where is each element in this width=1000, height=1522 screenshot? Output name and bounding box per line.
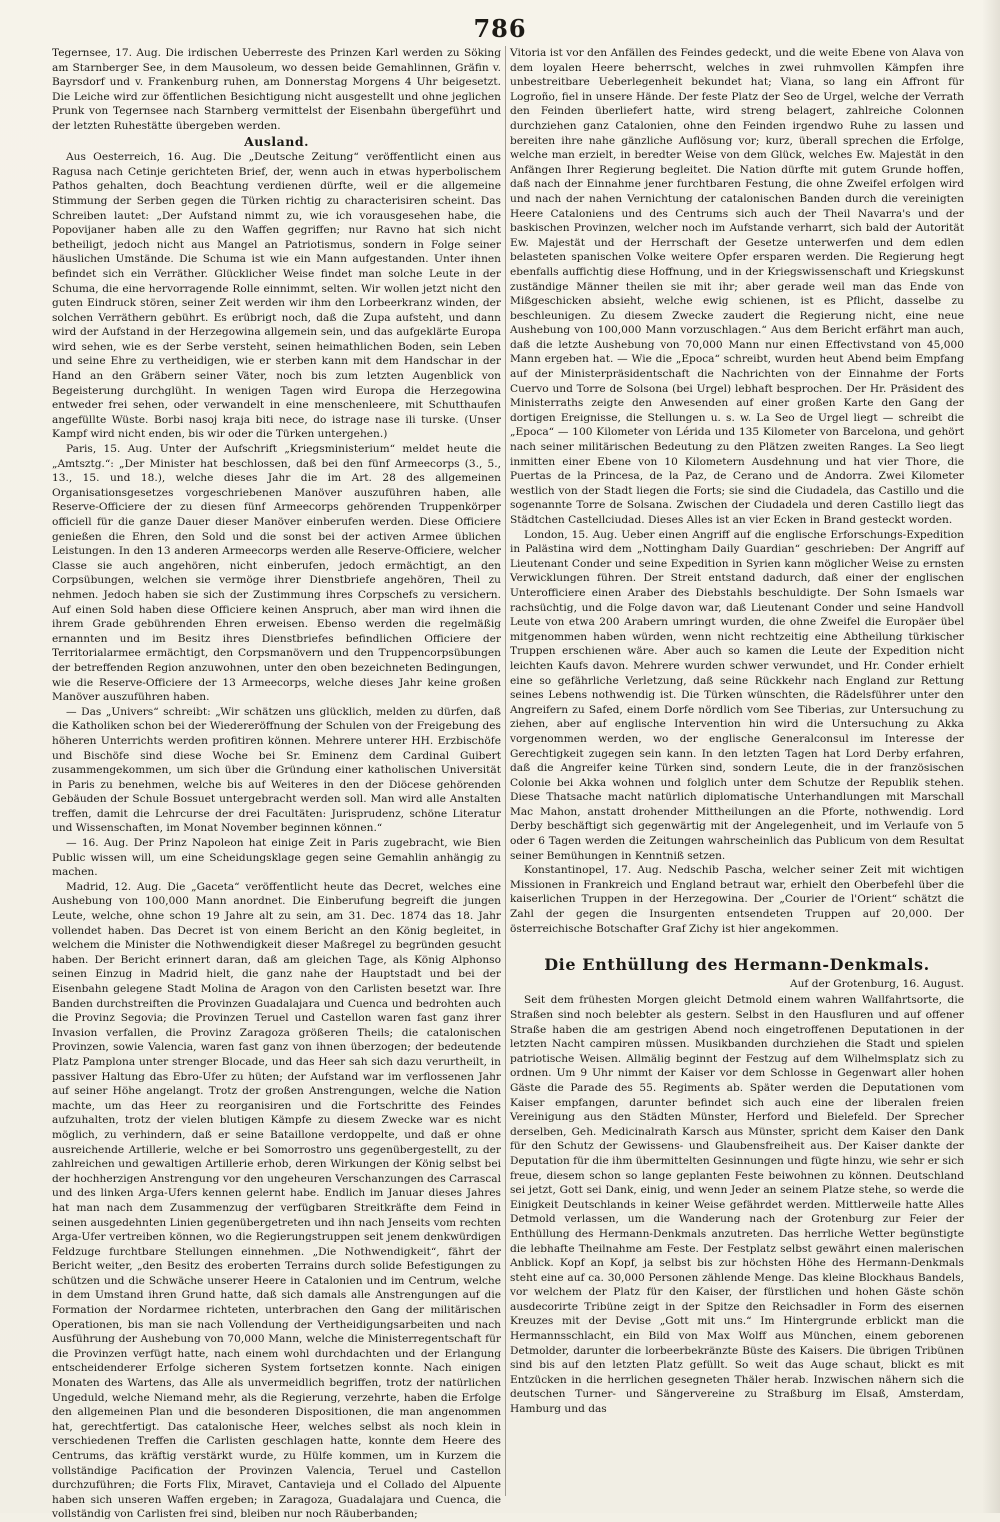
right-column: [510, 46, 964, 1501]
article-title-hermann-denkmal: Die Enthüllung des Hermann-Denkmals.: [544, 955, 930, 975]
column-divider: [505, 46, 506, 1496]
article-oesterreich: Aus Oesterreich, 16. Aug. Die „Deutsche Zeitung“ veröffentlicht einen aus Ragusa nach Cetinje gerichteten Brief, der, wenn auch in etwas hyperbolischem Pathos gehalten, doch Beachtung verdienen dürfte, weil er die allgemeine Stimmung der Serben gegen die Türken richtig zu characterisiren scheint. Das Schreiben lautet: „Der Aufstand nimmt zu, wie ich vorausgesehen habe, die Popovijaner haben alle zu den Waffen gegriffen; nur Ravno hat sich nicht betheiligt, jedoch nicht aus Mangel an Patriotismus, sondern in Folge seiner häuslichen Umstände. Die Schuma ist wie ein Mann aufgestanden. Unter ihnen befindet sich ein Verräther. Glücklicher Weise findet man solche Leute in der Schuma, die eine hervorragende Rolle einnimmt, selten. Wir wollen jetzt nicht den guten Eindruck stören, seiner Zeit werden wir ihm den Lorbeerkranz winden, der solchen Verräthern gebührt. Es erübrigt noch, daß die Zupa aufsteht, und dann wird der Aufstand in der Herzegowina allgemein sein, und das aufgeklärte Europa wird sehen, wie es der Serbe versteht, seinen heimathlichen Boden, sein Leben und seine Ehre zu vertheidigen, wie er sterben kann mit dem Handschar in der Hand an den Gräbern seiner Väter, noch bis zum letzten Augenblick von Begeisterung durchglüht. In wenigen Tagen wird Europa die Herzegowina entweder frei sehen, oder verwandelt in eine menschenleere, mit Schutthaufen angefüllte Wüste. Borbi nasoj kraja biti nece, do istrage nase ili turske. (Unser Kampf wird nicht enden, bis wir oder die Türken untergehen.): [52, 151, 501, 441]
page-number: 786: [473, 14, 527, 43]
section-heading-ausland: Ausland.: [244, 133, 309, 149]
article-london: London, 15. Aug. Ueber einen Angriff auf die englische Erforschungs-Expedition in Palästina wird dem „Nottingham Daily Guardian“ geschrieben: Der Angriff auf Lieutenant Conder und seine Expedition in Syrien kann möglicher Weise zu ernsten Verwicklungen führen. Der Streit entstand dadurch, daß einer der englischen Unterofficiere einen Araber des Diebstahls beschuldigte. Der Sohn Ismaels war rachsüchtig, und die Folge davon war, daß Lieutenant Conder und seine Handvoll Leute von etwa 200 Arabern umringt wurden, die ohne Zweifel die Europäer übel mitgenommen haben würden, wenn nicht rechtzeitig eine Abtheilung türkischer Truppen erschienen wäre. Aber auch so kamen die Leute der Expedition nicht leichten Kaufs davon. Mehrere wurden schwer verwundet, und Hr. Conder erhielt eine so gefährliche Verletzung, daß seine Rückkehr nach England zur Rettung seines Lebens nothwendig ist. Die Türken wünschten, die Rädelsführer unter den Angreifern zu Safed, einem Dorfe nördlich vom See Tiberias, zur Untersuchung zu ziehen, aber auf englische Intervention hin wird die Untersuchung zu Akka vorgenommen werden, wo der englische Generalconsul im Interesse der Gerechtigkeit zugegen sein kann. In den letzten Tagen hat Lord Derby erfahren, daß die Angreifer keine Türken sind, sondern Leute, die in der französischen Colonie bei Akka wohnen und folglich unter dem Schutze der Republik stehen. Diese Thatsache macht natürlich diplomatische Unterhandlungen mit Marschall Mac Mahon, anstatt drohender Mittheilungen an die Pforte, nothwendig. Lord Derby beschäftigt sich gegenwärtig mit der Angelegenheit, und im Verlaufe von 5 oder 6 Tagen werden die Zeitungen wahrscheinlich das Publicum von dem Resultat seiner Bemühungen in Kenntniß setzen.: [510, 528, 964, 862]
article-madrid-continued: Vitoria ist vor den Anfällen des Feindes gedeckt, und die weite Ebene von Alava von dem loyalen Heere beherrscht, welches in zwei ruhmvollen Kämpfen ihre unbestreitbare Ueberlegenheit bekundet hat; Viana, so lang ein Affront für Logroño, fiel in unsere Hände. Der feste Platz der Seo de Urgel, welche der Verrath den Feinden überliefert hatte, wird streng belagert, zahlreiche Colonnen durchziehen ganz Catalonien, ohne den Feinden irgendwo Ruhe zu lassen und bereiten ihre nahe gänzliche Auflösung vor; kurz, überall sprechen die Erfolge, welche man erzielt, in beredter Weise von dem Glück, welches Ew. Majestät in den Anfängen Ihrer Regierung begleitet. Die Nation dürfte mit gutem Grunde hoffen, daß nach der Einnahme jener furchtbaren Festung, die ohne Zweifel erfolgen wird und nach der nahen Vernichtung der catalonischen Banden durch die vereinigten Heere Cataloniens und des Centrums sich auch der Theil Navarra's und der baskischen Provinzen, welcher noch im Aufstande verharrt, sich bald der Autorität Ew. Majestät und der Herrschaft der Gesetze unterwerfen und dem edlen belasteten spanischen Volke weitere Opfer ersparen werden. Die Regierung hegt ebenfalls auffichtig diese Hoffnung, und in der Kriegswissenschaft und Kriegskunst zuständige Männer theilen sie mit ihr; aber gerade weil man das Ende von Mißgeschicken absieht, welche ewig schienen, ist es Pflicht, dasselbe zu beschleunigen. Zu diesem Zwecke zaudert die Regierung nicht, eine neue Aushebung von 100,000 Mann vorzuschlagen.“ Aus dem Bericht erfährt man auch, daß die letzte Aushebung von 70,000 Mann nur einen Effectivstand von 45,000 Mann ergeben hat. — Wie die „Epoca“ schreibt, wurden heut Abend beim Empfang auf der Ministerpräsidentschaft die Nachrichten von der Einnahme der Forts Cuervo und Torre de Solsona (bei Urgel) lebhaft besprochen. Der Hr. Präsident des Ministerraths zeigte den Anwesenden auf einer großen Karte den Gang der dortigen Ereignisse, die Stellungen u. s. w. La Seo de Urgel liegt — schreibt die „Epoca“ — 100 Kilometer von Lérida und 135 Kilometer von Barcelona, und gehört nach seiner militärischen Bedeutung zu den Plätzen zweiten Ranges. La Seo liegt inmitten einer Ebene von 10 Kilometern Ausdehnung und hat vier Thore, die Puertas de la Princesa, de la Paz, de Cerano und de Andorra. Zwei Kilometer westlich von der Stadt liegen die Forts; sie sind die Ciudadela, das Castillo und die sogenannte Torre de Solsana. Zwischen der Ciudadela und deren Castillo liegt das Städtchen Castellciudad. Dieses Alles ist an vier Ecken in Brand gesteckt worden.: [510, 47, 964, 526]
article-dateline: Auf der Grotenburg, 16. August.: [789, 977, 964, 990]
article-univers: — Das „Univers“ schreibt: „Wir schätzen uns glücklich, melden zu dürfen, daß die Katholiken schon bei der Wiedereröffnung der Schulen von der Freigebung des höheren Unterrichts werden profitiren können. Mehrere unterer HH. Erzbischöfe und Bischöfe sind diese Woche bei Sr. Eminenz dem Cardinal Guibert zusammengekommen, um sich über die Gründung einer katholischen Universität in Paris zu benehmen, welche bis auf Weiteres in den der Diöcese gehörenden Gebäuden der Schule Bossuet untergebracht werden soll. Man wird alle Anstalten treffen, damit die Lehrcurse der drei Facultäten: Jurisprudenz, schöne Literatur und Wissenschaften, im Monat November beginnen können.“: [52, 705, 501, 835]
article-paris: Paris, 15. Aug. Unter der Aufschrift „Kriegsministerium“ meldet heute die „Amtsztg.“: „Der Minister hat beschlossen, daß bei den fünf Armeecorps (3., 5., 13., 15. und 18.), welche dieses Jahr die im Art. 28 des allgemeinen Organisationsgesetzes vorgeschriebenen Manöver auszuführen haben, alle Reserve-Officiere der zu diesen fünf Armeecorps gehörenden Truppenkörper officiell für die ganze Dauer dieser Manöver einberufen werden. Diese Officiere genießen die Ehren, den Sold und die sonst bei der activen Armee üblichen Leistungen. In den 13 anderen Armeecorps werden alle Reserve-Officiere, welcher Classe sie auch angehören, nicht einberufen, jedoch ermächtigt, an den Corpsübungen, welchen sie vermöge ihrer Dienstbriefe angehören, Theil zu nehmen. Jedoch haben sie sich der Zustimmung ihres Corpschefs zu versichern. Auf einen Sold haben diese Officiere keinen Anspruch, aber man wird ihnen die ihrem Grade gebührenden Ehren erweisen. Ebenso werden die regelmäßig ernannten und im Besitz ihres Dienstbriefes befindlichen Officiere der Territorialarmee ermächtigt, den Corpsmanövern und den Truppencorpsübungen der betreffenden Region anzuwohnen, unter den oben bezeichneten Bedingungen, wie die Reserve-Officiere der 13 Armeecorps, welche dieses Jahr keine großen Manöver auszuführen haben.: [52, 443, 501, 704]
left-column: [52, 46, 501, 1521]
scan-edge-shadow: [982, 0, 1000, 1513]
article-konstantinopel: Konstantinopel, 17. Aug. Nedschib Pascha, welcher seiner Zeit mit wichtigen Missionen in Frankreich und England betraut war, erhielt den Oberbefehl über die kaiserlichen Truppen in der Herzegowina. Der „Courier de l'Orient“ schätzt die Zahl der gegen die Insurgenten entsendeten Truppen auf 20,000. Der österreichische Botschafter Graf Zichy ist hier angekommen.: [510, 864, 964, 935]
article-hermann-denkmal-body: Seit dem frühesten Morgen gleicht Detmold einem wahren Wallfahrtsorte, die Straßen sind noch belebter als gestern. Selbst in den Hausfluren und auf offener Straße haben die am gestrigen Abend noch eingetroffenen Deputationen in der letzten Nacht campiren müssen. Musikbanden durchziehen die Stadt und spielen patriotische Weisen. Allmälig beginnt der Festzug auf dem Wilhelmsplatz sich zu ordnen. Um 9 Uhr nimmt der Kaiser vor dem Schlosse in Gegenwart aller hohen Gäste die Parade des 55. Regiments ab. Später werden die Deputationen vom Kaiser empfangen, darunter befindet sich auch eine der liberalen freien Vereinigung aus den Städten Münster, Herford und Bielefeld. Der Sprecher derselben, Geh. Medicinalrath Karsch aus Münster, spricht dem Kaiser den Dank für den Schutz der Gewissens- und Glaubensfreiheit aus. Der Kaiser dankte der Deputation für die ihm übermittelten Gesinnungen und fügte hinzu, wie sehr er sich freue, diesem schon so lange geplanten Feste beiwohnen zu können. Deutschland sei jetzt, Gott sei Dank, einig, und wenn Jeder an seinem Platze stehe, so werde die Einigkeit Deutschlands in keiner Weise gefährdet werden. Mittlerweile hatte Alles Detmold verlassen, um die Wanderung nach der Grotenburg zur Feier der Enthüllung des Hermann-Denkmals anzutreten. Das herrliche Wetter begünstigte die lebhafte Theilnahme am Feste. Der Festplatz selbst gewährt einen malerischen Anblick. Kopf an Kopf, ja selbst bis zur höchsten Höhe des Hermann-Denkmals steht eine auf ca. 30,000 Personen zählende Menge. Das kleine Blockhaus Bandels, vor welchem der Platz für den Kaiser, der fürstlichen und hohen Gäste schön ausdecorirte Tribüne zeigt in der Spitze den Reichsadler in Form des eisernen Kreuzes mit der Devise „Gott mit uns.“ Im Hintergrunde erblickt man die Hermannsschlacht, ein Bild von Max Wolff aus München, einem geborenen Detmolder, darunter die lorbeerbekränzte Büste des Kaisers. Die übrigen Tribünen sind bis auf den letzten Platz gefüllt. So weit das Auge schaut, blickt es mit Entzücken in die herrlichen gesegneten Thäler herab. Inzwischen nähern sich die deutschen Turner- und Sängervereine zu Straßburg im Elsaß, Amsterdam, Hamburg und das: [510, 994, 964, 1416]
article-napoleon: — 16. Aug. Der Prinz Napoleon hat einige Zeit in Paris zugebracht, wie Bien Public wissen will, um eine Scheidungsklage gegen seine Gemahlin anhängig zu machen.: [52, 837, 501, 879]
article-tegernsee: Tegernsee, 17. Aug. Die irdischen Ueberreste des Prinzen Karl werden zu Söking am Starnberger See, in dem Mausoleum, wo dessen beide Gemahlinnen, Gräfin v. Bayrsdorf und v. Frankenburg ruhen, am Donnerstag Morgens 4 Uhr beigesetzt. Die Leiche wird zur öffentlichen Besichtigung nicht ausgestellt und ohne jeglichen Prunk von Tegernsee nach Starnberg vermittelst der Eisenbahn übergeführt und der letzten Ruhestätte übergeben werden.: [52, 47, 501, 132]
article-madrid: Madrid, 12. Aug. Die „Gaceta“ veröffentlicht heute das Decret, welches eine Aushebung von 100,000 Mann anordnet. Die Einberufung begreift die jungen Leute, welche, ohne schon 19 Jahre alt zu sein, am 31. Dec. 1874 das 18. Jahr vollendet haben. Das Decret ist von einem Bericht an den König begleitet, in welchem die Minister die Nothwendigkeit dieser Maßregel zu begründen gesucht haben. Der Bericht erinnert daran, daß am gleichen Tage, als König Alphonso seinen Einzug in Madrid hielt, die ganz nahe der Hauptstadt und bei der Eisenbahn gelegene Stadt Molina de Aragon von den Carlisten besetzt war. Ihre Banden durchstreiften die Provinzen Guadalajara und Cuenca und bedrohten auch die Provinz Segovia; die Provinzen Teruel und Castellon waren fast ganz ihrer Invasion verfallen, die Provinz Zaragoza größeren Theils; die catalonischen Provinzen, sowie Valencia, waren fast ganz von ihnen überzogen; der bedeutende Platz Pamplona unter strenger Blocade, und das Heer sah sich dazu verurtheilt, in passiver Haltung das Ebro-Ufer zu hüten; der Aufstand war im verflossenen Jahr auf seiner Höhe angelangt. Trotz der großen Anstrengungen, welche die Nation machte, um das Heer zu reorganisiren und die Fortschritte des Feindes aufzuhalten, trotz der vielen blutigen Kämpfe zu diesem Zwecke war es nicht möglich, zu verhindern, daß er seine Bataillone verdoppelte, und daß er ohne ausreichende Artillerie, welche er bei Somorrostro uns gegenübergestellt, zu der zahlreichen und gewaltigen Artillerie erhob, deren Wirkungen der König selbst bei der hochherzigen Anstrengung vor den ungeheuren Verschanzungen des Carrascal und des linken Arga-Ufers kennen gelernt habe. Endlich im Januar dieses Jahres hat man nach dem Zusammenzug der verfügbaren Streitkräfte dem Feind in seinen ausgedehnten Linien gegenübergetreten und ihn nach Jenseits vom rechten Arga-Ufer vertreiben können, wo die Regierungstruppen seit jenem denkwürdigen Feldzuge furchtbare Stellungen einnehmen. „Die Nothwendigkeit“, fährt der Bericht weiter, „den Besitz des eroberten Terrains durch solide Befestigungen zu schützen und die Schwäche unserer Heere in Catalonien und im Centrum, welche in dem Umstand ihren Grund hatte, daß sich damals alle Anstrengungen auf die Formation der Nordarmee richteten, unterbrachen den Gang der militärischen Operationen, bis man sie nach Vollendung der Vertheidigungsarbeiten und nach Ausführung der Aushebung von 70,000 Mann, welche die Ministerregentschaft für die Provinzen verfügt hatte, nach einem wohl durchdachten und der Erlangung entscheidenderer Erfolge sicheren System fortsetzen konnte. Nach einigen Monaten des Wartens, das Alle als unvermeidlich begriffen, trotz der natürlichen Ungeduld, welche Niemand mehr, als die Regierung, verzehrte, haben die Erfolge den allgemeinen Plan und die besonderen Dispositionen, die man angenommen hat, gerechtfertigt. Das catalonische Heer, welches selbst als noch klein in verschiedenen Treffen die Carlisten geschlagen hatte, konnte dem Heere des Centrums, das kräftig verstärkt wurde, zu Hülfe kommen, um in Kurzem die vollständige Pacification der Provinzen Valencia, Teruel und Castellon durchzuführen; die Forts Flix, Miravet, Cantavieja und el Collado del Alpuente haben sich unseren Waffen ergeben; in Zaragoza, Guadalajara und Cuenca, die vollständig von Carlisten frei sind, bleiben nur noch Räuberbanden;: [52, 880, 501, 1521]
